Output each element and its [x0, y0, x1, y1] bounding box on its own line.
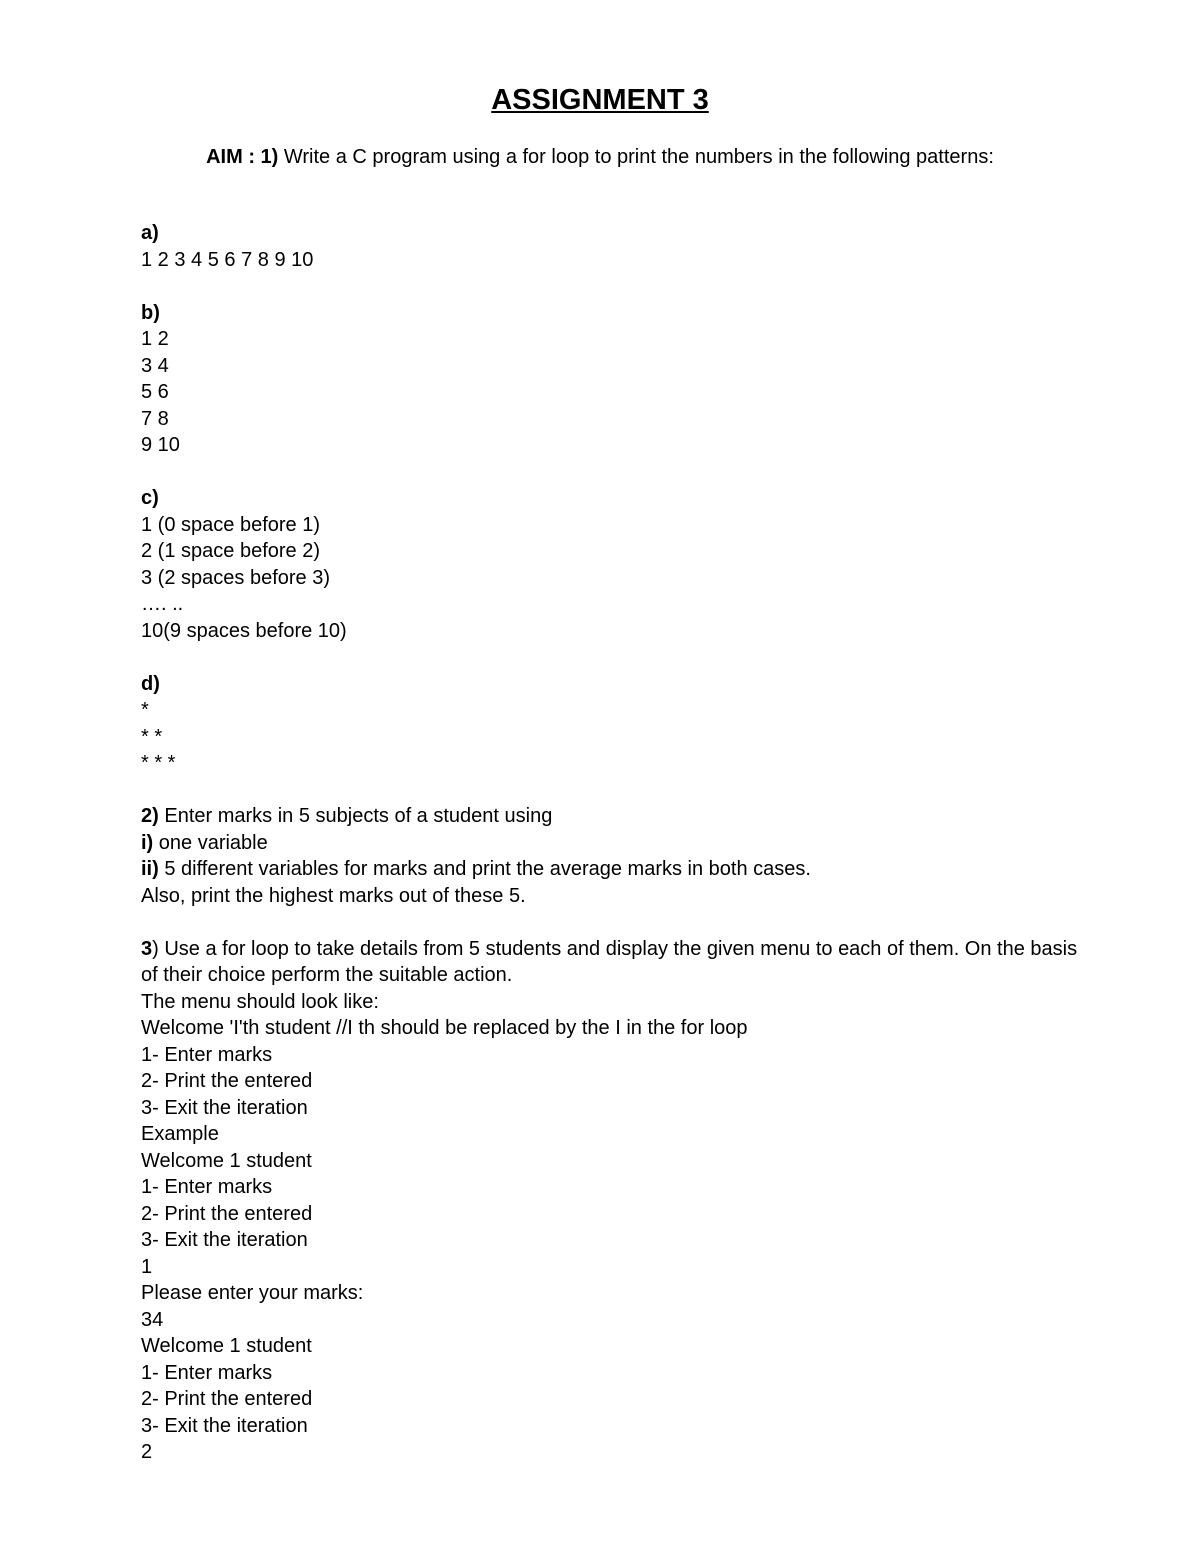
question-3-line: Welcome 1 student — [141, 1335, 312, 1357]
part-c-line: …. .. — [141, 593, 184, 615]
part-b-line: 3 4 — [141, 354, 169, 377]
spacer — [141, 777, 1081, 804]
spacer — [141, 909, 1081, 936]
part-d-line: * * * — [141, 752, 176, 774]
question-3-line: 1 — [141, 1255, 153, 1278]
question-2: 2) Enter marks in 5 subjects of a student using — [141, 805, 553, 827]
question-3-line: 1- Enter marks — [141, 1176, 273, 1198]
part-a-label: a) — [141, 222, 159, 244]
spacer — [141, 459, 1081, 486]
question-3-line: 2- Print the entered — [141, 1070, 313, 1092]
part-c-line: 3 (2 spaces before 3) — [141, 566, 330, 589]
question-3-line: 2- Print the entered — [141, 1202, 313, 1225]
question-2-option-i: i) one variable — [141, 831, 268, 854]
question-3-line: Welcome 'I'th student //I th should be replaced by the I in the for loop — [141, 1017, 748, 1039]
question-3-line: 34 — [141, 1308, 164, 1331]
part-b-line: 5 6 — [141, 381, 169, 403]
question-3-line: 3- Exit the iteration — [141, 1229, 308, 1251]
spacer — [141, 273, 1081, 300]
aim-statement — [0, 143, 1200, 171]
part-c-line: 1 (0 space before 1) — [141, 513, 320, 536]
part-b-line: 1 2 — [141, 328, 169, 350]
question-3-line: Welcome 1 student — [141, 1149, 312, 1172]
part-d-label: d) — [141, 672, 160, 695]
aim-label: AIM : 1) — [206, 146, 279, 168]
question-3-line: 3- Exit the iteration — [141, 1414, 308, 1437]
question-2-option-ii: ii) 5 different variables for marks and print the average marks in both cases. — [141, 858, 811, 880]
question-3-line: 1- Enter marks — [141, 1043, 273, 1066]
question-2-extra: Also, print the highest marks out of these 5. — [141, 884, 526, 907]
question-3-line: The menu should look like: — [141, 990, 379, 1013]
part-b-label: b) — [141, 301, 160, 324]
part-b-line: 7 8 — [141, 407, 169, 430]
question-3-line: 2 — [141, 1441, 153, 1463]
aim-text: Write a C program using a for loop to print the numbers in the following patterns: — [278, 146, 994, 168]
part-a-line: 1 2 3 4 5 6 7 8 9 10 — [141, 248, 314, 271]
question-3-line: 3- Exit the iteration — [141, 1096, 308, 1119]
page-title: ASSIGNMENT 3 — [491, 84, 709, 116]
assignment-body — [141, 220, 1081, 1466]
part-c-label: c) — [141, 487, 159, 509]
question-3-line: 2- Print the entered — [141, 1388, 313, 1410]
part-c-line: 10(9 spaces before 10) — [141, 619, 347, 642]
part-c-line: 2 (1 space before 2) — [141, 540, 320, 562]
question-3-line: 1- Enter marks — [141, 1361, 273, 1384]
part-b-line: 9 10 — [141, 434, 180, 456]
question-3-line: Please enter your marks: — [141, 1282, 364, 1304]
part-d-line: * — [141, 699, 149, 721]
question-3-line: Example — [141, 1123, 219, 1145]
question-3: 3) Use a for loop to take details from 5 students and display the given menu to each of them. On the basis of their choice perform the suitable action. — [141, 937, 1083, 986]
part-d-line: * * — [141, 725, 163, 748]
spacer — [141, 644, 1081, 671]
